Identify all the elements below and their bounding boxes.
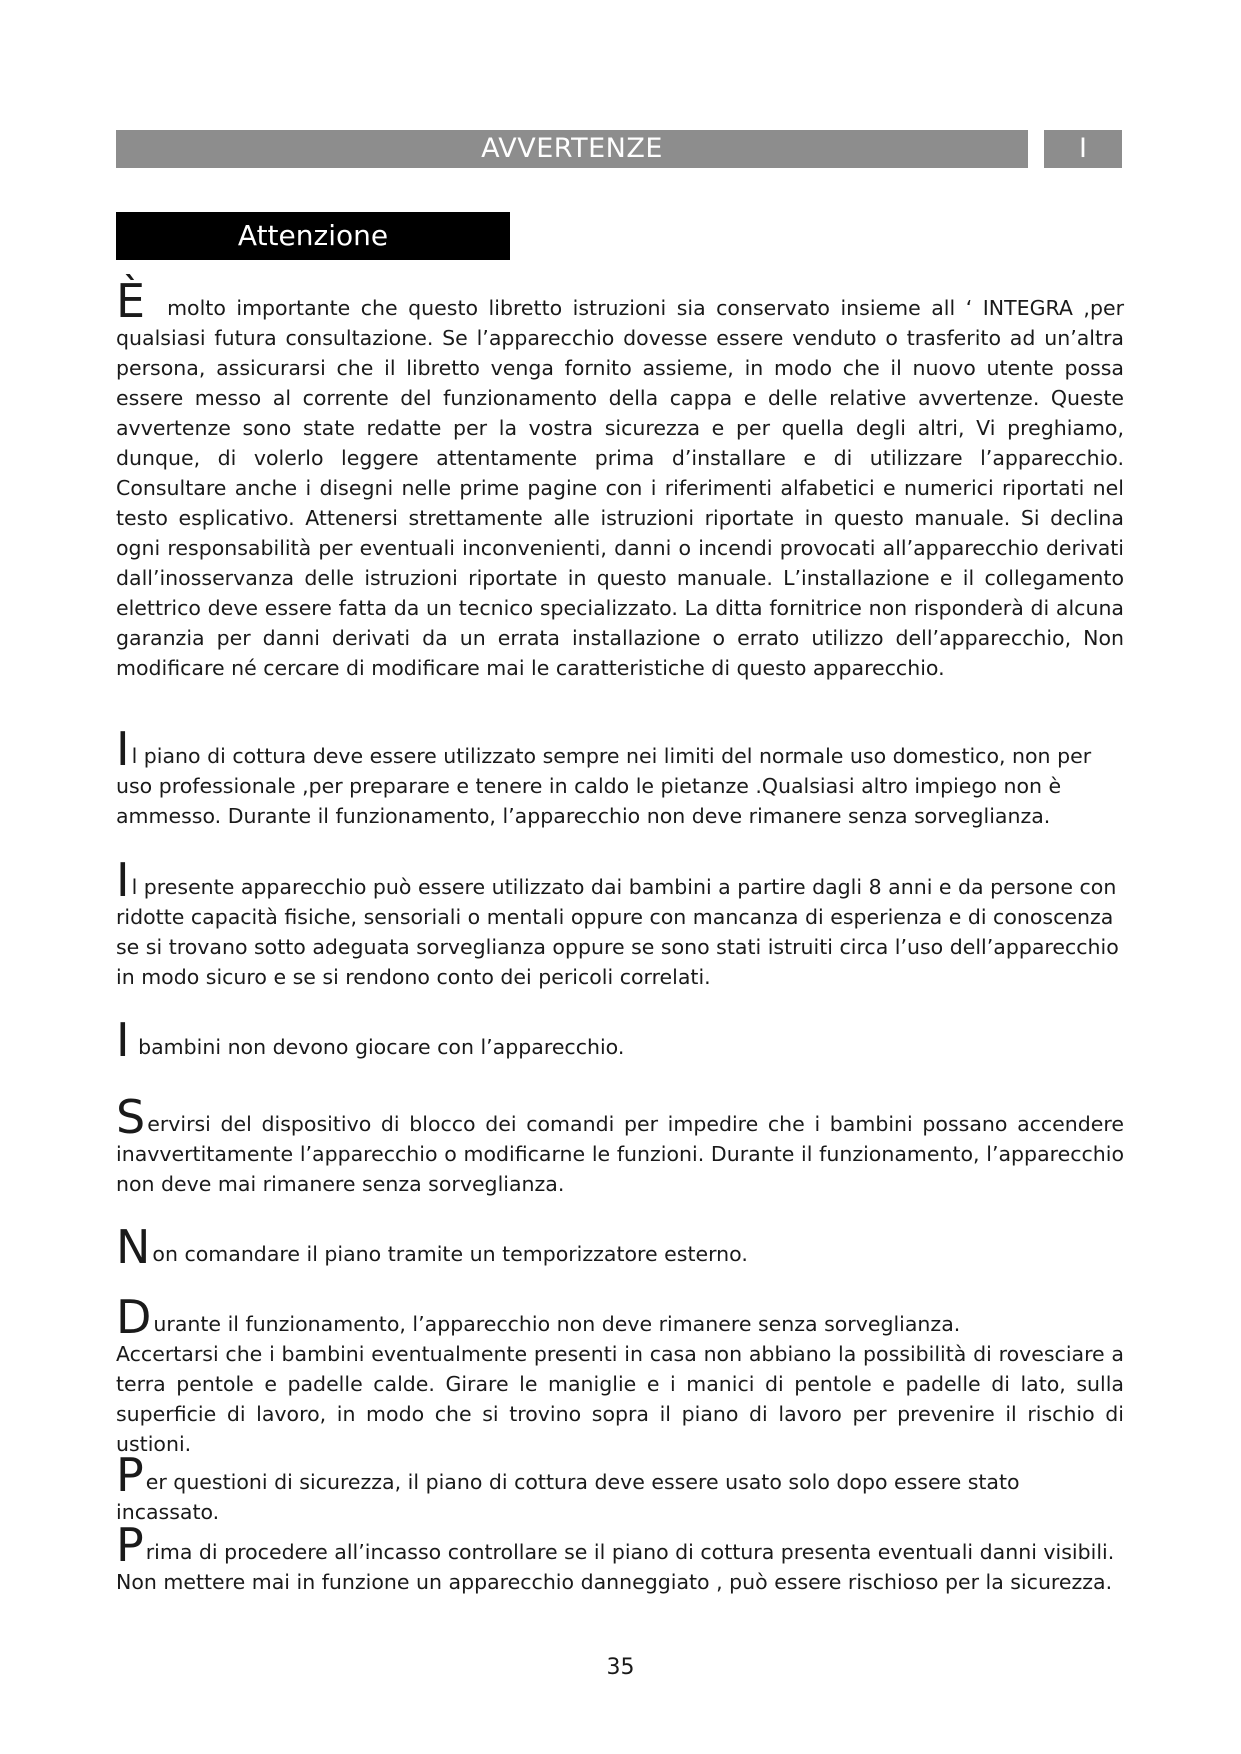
paragraph-text: ervirsi del dispositivo di blocco dei comandi per impedire che i bambini possano accendere inavvertitamente l’apparecchio o modificarne le funzioni. Durante il funzionamento, l’apparecchio non deve mai rimanere senza sorveglianza. <box>116 1112 1124 1196</box>
drop-cap: S <box>116 1090 146 1144</box>
paragraph-text: l presente apparecchio può essere utilizzato dai bambini a partire dagli 8 anni e da persone con ridotte capacità fisiche, sensoriali o mentali oppure con mancanza di esperienza e di conoscenza se si trovano sotto adeguata sorveglianza oppure se sono stati istruiti circa l’uso dell’apparecchio in modo sicuro e se si rendono conto dei pericoli correlati. <box>116 875 1119 989</box>
paragraph-domestic-use <box>116 722 1124 831</box>
section-header-bar <box>116 130 1028 168</box>
paragraph-supervision <box>116 1290 1124 1459</box>
language-marker-label: I <box>1079 133 1087 164</box>
drop-cap: P <box>116 1518 144 1572</box>
paragraph-text: rima di procedere all’incasso controllare se il piano di cottura presenta eventuali danni visibili. Non mettere mai in funzione un apparecchio danneggiato , può essere rischioso per la sicurezza. <box>116 1540 1115 1594</box>
drop-cap: N <box>116 1220 151 1274</box>
paragraph-text: l piano di cottura deve essere utilizzato sempre nei limiti del normale uso domestico, non per uso professionale ,per preparare e tenere in caldo le pietanze .Qualsiasi altro impiego non è ammesso. Durante il funzionamento, l’apparecchio non deve rimanere senza sorveglianza. <box>116 744 1092 828</box>
language-marker <box>1044 130 1122 168</box>
paragraph-children-play <box>116 1013 1124 1067</box>
drop-cap: D <box>116 1290 152 1344</box>
page-number-label: 35 <box>606 1655 635 1680</box>
paragraph-installed-only <box>116 1448 1124 1527</box>
paragraph-text: er questioni di sicurezza, il piano di cottura deve essere usato solo dopo essere stato incassato. <box>116 1470 1020 1524</box>
drop-cap: P <box>116 1448 144 1502</box>
section-title-label: Attenzione <box>237 219 389 252</box>
paragraph-text: on comandare il piano tramite un temporizzatore esterno. <box>152 1242 748 1266</box>
paragraph-continuation: Accertarsi che i bambini eventualmente presenti in casa non abbiano la possibilità di rovesciare a terra pentole e padelle calde. Girare le maniglie e i manici di pentole e padelle di lato, sulla superficie di lavoro, in modo che si trovino sopra il piano di lavoro per prevenire il rischio di ustioni. <box>116 1342 1124 1456</box>
paragraph-text: urante il funzionamento, l’apparecchio non deve rimanere senza sorveglianza. <box>153 1312 961 1336</box>
paragraph-intro <box>116 274 1124 683</box>
drop-cap: I <box>116 1013 130 1067</box>
paragraph-text: molto importante che questo libretto istruzioni sia conservato insieme all ‘ INTEGRA ,per qualsiasi futura consultazione. Se l’apparecchio dovesse essere venduto o trasferito ad un’altra persona, assicurarsi che il libretto venga fornito assieme, in modo che il nuovo utente possa essere messo al corrente del funzionamento della cappa e delle relative avvertenze. Queste avvertenze sono state redatte per la vostra sicurezza e per quella degli altri, Vi preghiamo, dunque, di volerlo leggere attentamente prima d’installare e di utilizzare l’apparecchio. Consultare anche i disegni nelle prime pagine con i riferimenti alfabetici e numerici riportati nel testo esplicativo. Attenersi strettamente alle istruzioni riportate in questo manuale. Si declina ogni responsabilità per eventuali inconvenienti, danni o incendi provocati all’apparecchio derivati dall’inosservanza delle istruzioni riportate in questo manuale. L’installazione e il collegamento elettrico deve essere fatta da un tecnico specializzato. La ditta fornitrice non risponderà di alcuna garanzia per danni derivati da un errata installazione o errato utilizzo dell’apparecchio, Non modificare né cercare di modificare mai le caratteristiche di questo apparecchio. <box>116 296 1124 680</box>
header-title: AVVERTENZE <box>481 133 663 164</box>
drop-cap: È <box>116 274 146 328</box>
paragraph-timer <box>116 1220 1124 1274</box>
page-number <box>0 1655 1241 1680</box>
drop-cap: I <box>116 722 130 776</box>
section-title <box>116 212 510 260</box>
paragraph-control-lock <box>116 1090 1124 1199</box>
drop-cap: I <box>116 853 130 907</box>
paragraph-text: bambini non devono giocare con l’apparecchio. <box>138 1035 625 1059</box>
paragraph-children-age <box>116 853 1124 992</box>
paragraph-damage-check <box>116 1518 1124 1597</box>
